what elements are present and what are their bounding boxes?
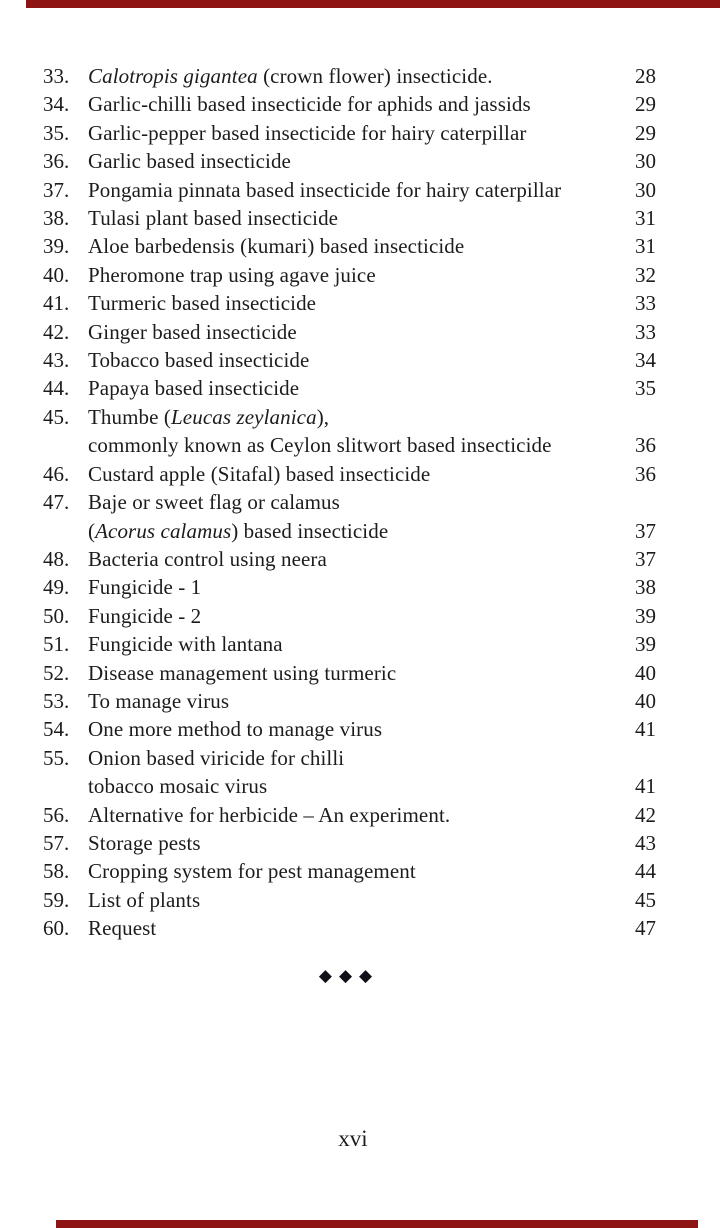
toc-page-number: 30 — [635, 177, 656, 202]
toc-item-title — [88, 687, 610, 715]
toc-item-title-line: To manage virus — [88, 688, 230, 713]
toc-item-title-line: Custard apple (Sitafal) based insecticide — [88, 461, 431, 486]
toc-item-title-line: commonly known as Ceylon slitwort based insecticide — [88, 433, 552, 458]
toc-item-title — [88, 346, 610, 374]
toc-row — [43, 460, 656, 488]
toc-item-title — [88, 204, 610, 232]
toc-page-number: 29 — [635, 92, 656, 117]
toc-item-title-line: Ginger based insecticide — [88, 319, 297, 344]
toc-item-title — [88, 886, 610, 914]
diamonds-ornament-icon: ◆◆◆ — [318, 966, 380, 985]
toc-item-number: 44. — [43, 376, 70, 401]
toc-item-title-line: Storage pests — [88, 830, 201, 855]
toc-item-number: 38. — [43, 206, 70, 231]
toc-item-title — [88, 318, 610, 346]
toc-item-title — [88, 801, 610, 829]
toc-item-number: 37. — [43, 177, 70, 202]
toc-item-title-line: Request — [88, 916, 157, 941]
toc-item-title-line: Garlic-chilli based insecticide for aphids and jassids — [88, 92, 531, 117]
toc-row — [43, 62, 656, 90]
toc-item-title-line: Thumbe (Leucas zeylanica), — [88, 404, 330, 429]
toc-item-number: 49. — [43, 575, 70, 600]
toc-page-number: 37 — [635, 546, 656, 571]
toc-item-title-line: List of plants — [88, 887, 201, 912]
toc-item-number: 55. — [43, 745, 70, 770]
toc-item-title — [88, 488, 610, 545]
toc-item-title — [88, 545, 610, 573]
toc-page-number: 30 — [635, 149, 656, 174]
toc-item-number: 52. — [43, 660, 70, 685]
toc-page-number: 35 — [635, 376, 656, 401]
toc-row — [43, 914, 656, 942]
toc-item-number: 33. — [43, 64, 70, 88]
toc-row — [43, 374, 656, 402]
toc-item-title-line: Cropping system for pest management — [88, 859, 416, 884]
toc-item-number: 53. — [43, 688, 70, 713]
toc-page-number: 29 — [635, 120, 656, 145]
toc-item-title — [88, 62, 610, 90]
toc-page-number: 39 — [635, 603, 656, 628]
toc-row — [43, 659, 656, 687]
toc-item-title-line: Fungicide with lantana — [88, 632, 283, 657]
toc-page-number: 42 — [635, 802, 656, 827]
toc-row — [43, 90, 656, 118]
toc-item-title-line: Garlic-pepper based insecticide for hairy caterpillar — [88, 120, 527, 145]
toc-item-number: 46. — [43, 461, 70, 486]
toc-row — [43, 801, 656, 829]
toc-page-number: 40 — [635, 688, 656, 713]
toc-page-number: 44 — [635, 859, 656, 884]
toc-item-title-line: Turmeric based insecticide — [88, 291, 317, 316]
table-of-contents-list — [43, 62, 656, 943]
toc-page-number: 39 — [635, 632, 656, 657]
toc-item-title-line: Fungicide - 2 — [88, 603, 202, 628]
toc-row — [43, 289, 656, 317]
toc-item-number: 51. — [43, 632, 70, 657]
toc-row — [43, 261, 656, 289]
toc-item-title-line: Fungicide - 1 — [88, 575, 202, 600]
toc-item-number: 58. — [43, 859, 70, 884]
toc-row — [43, 715, 656, 743]
toc-item-number: 43. — [43, 348, 70, 373]
toc-item-number: 59. — [43, 887, 70, 912]
toc-item-number: 39. — [43, 234, 70, 259]
toc-item-title — [88, 602, 610, 630]
toc-item-title-line: One more method to manage virus — [88, 717, 383, 742]
toc-row — [43, 829, 656, 857]
toc-item-title — [88, 630, 610, 658]
toc-row — [43, 886, 656, 914]
toc-item-title — [88, 232, 610, 260]
toc-item-title-line: Tulasi plant based insecticide — [88, 206, 339, 231]
toc-item-title-line: Alternative for herbicide – An experiment. — [88, 802, 451, 827]
toc-item-title — [88, 460, 610, 488]
toc-item-number: 60. — [43, 916, 70, 941]
toc-item-number: 48. — [43, 546, 70, 571]
toc-page-number: 32 — [635, 262, 656, 287]
toc-page-number: 47 — [635, 916, 656, 941]
toc-page-number: 36 — [635, 433, 656, 458]
toc-row — [43, 630, 656, 658]
footer-page-number: xvi — [338, 1126, 368, 1151]
toc-item-number: 47. — [43, 490, 70, 515]
toc-row — [43, 545, 656, 573]
toc-row — [43, 147, 656, 175]
toc-item-title — [88, 914, 610, 942]
toc-item-number: 42. — [43, 319, 70, 344]
toc-item-title — [88, 403, 610, 460]
toc-item-title-line: (Acorus calamus) based insecticide — [88, 518, 389, 543]
toc-row — [43, 346, 656, 374]
toc-item-title — [88, 573, 610, 601]
toc-item-title-line: Calotropis gigantea (crown flower) insecticide. — [88, 64, 493, 88]
toc-row — [43, 232, 656, 260]
toc-page-number: 38 — [635, 575, 656, 600]
toc-item-number: 40. — [43, 262, 70, 287]
toc-item-number: 57. — [43, 830, 70, 855]
toc-item-number: 35. — [43, 120, 70, 145]
toc-item-title — [88, 289, 610, 317]
toc-page-number: 31 — [635, 234, 656, 259]
toc-item-title — [88, 715, 610, 743]
toc-page-number: 36 — [635, 461, 656, 486]
toc-item-title-line: Onion based viricide for chilli — [88, 745, 345, 770]
toc-item-title — [88, 147, 610, 175]
toc-item-number: 54. — [43, 717, 70, 742]
toc-row — [43, 488, 656, 545]
toc-item-title-line: Disease management using turmeric — [88, 660, 397, 685]
toc-row — [43, 119, 656, 147]
toc-row — [43, 318, 656, 346]
toc-item-title — [88, 90, 610, 118]
toc-item-number: 34. — [43, 92, 70, 117]
toc-page-number: 40 — [635, 660, 656, 685]
toc-item-number: 56. — [43, 802, 70, 827]
toc-item-title — [88, 659, 610, 687]
page-edge-top-bar — [26, 0, 720, 8]
toc-item-title — [88, 829, 610, 857]
toc-page-number: 28 — [635, 64, 656, 88]
toc-item-title-line: Pheromone trap using agave juice — [88, 262, 376, 287]
toc-item-title-line: Bacteria control using neera — [88, 546, 327, 571]
toc-page-number: 41 — [635, 717, 656, 742]
toc-page-number: 31 — [635, 206, 656, 231]
toc-item-title — [88, 374, 610, 402]
toc-item-title — [88, 119, 610, 147]
toc-row — [43, 857, 656, 885]
toc-page-number: 33 — [635, 319, 656, 344]
toc-item-title — [88, 176, 610, 204]
toc-page-number: 34 — [635, 348, 656, 373]
toc-item-title-line: Papaya based insecticide — [88, 376, 300, 401]
page-edge-bottom-bar — [56, 1220, 698, 1228]
toc-page-number: 37 — [635, 518, 656, 543]
toc-row — [43, 687, 656, 715]
toc-item-number: 50. — [43, 603, 70, 628]
toc-item-number: 41. — [43, 291, 70, 316]
toc-item-title-line: Baje or sweet flag or calamus — [88, 490, 340, 515]
toc-item-title-line: Aloe barbedensis (kumari) based insecticide — [88, 234, 465, 259]
toc-item-title-line: tobacco mosaic virus — [88, 774, 268, 799]
toc-page-number: 45 — [635, 887, 656, 912]
toc-row — [43, 176, 656, 204]
toc-row — [43, 744, 656, 801]
toc-item-title-line: Pongamia pinnata based insecticide for hairy caterpillar — [88, 177, 562, 202]
toc-item-title — [88, 261, 610, 289]
toc-page-number: 43 — [635, 830, 656, 855]
toc-item-number: 45. — [43, 404, 70, 429]
toc-row — [43, 403, 656, 460]
toc-page-number: 41 — [635, 774, 656, 799]
toc-item-title-line: Tobacco based insecticide — [88, 348, 310, 373]
toc-item-title — [88, 744, 610, 801]
toc-item-number: 36. — [43, 149, 70, 174]
toc-page-number: 33 — [635, 291, 656, 316]
toc-row — [43, 602, 656, 630]
toc-row — [43, 204, 656, 232]
toc-row — [43, 573, 656, 601]
toc-item-title-line: Garlic based insecticide — [88, 149, 291, 174]
toc-item-title — [88, 857, 610, 885]
